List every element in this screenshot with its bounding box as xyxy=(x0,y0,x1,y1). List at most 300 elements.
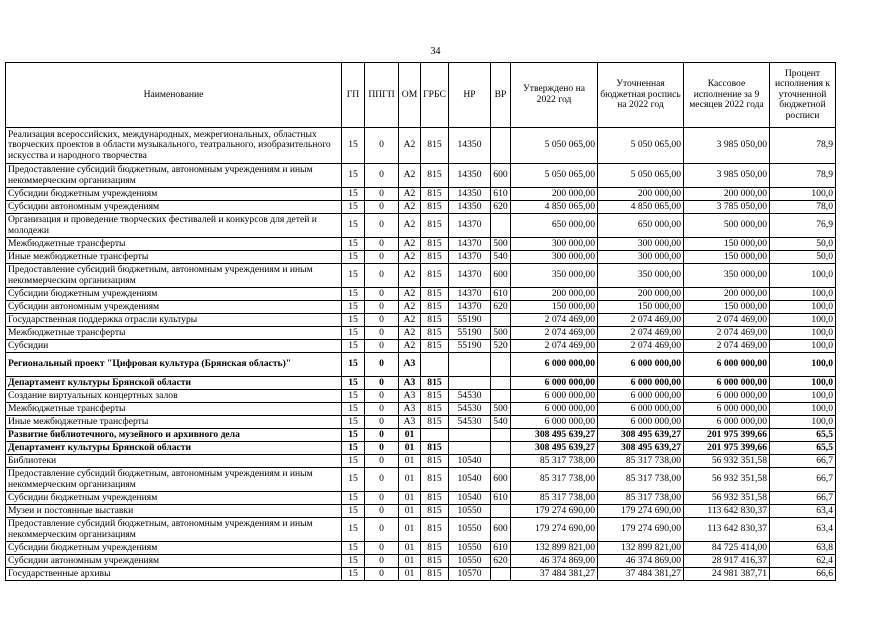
table-row xyxy=(6,353,836,377)
cell-gp: 15 xyxy=(342,238,365,251)
cell-ppgp: 0 xyxy=(365,214,399,238)
cell-name: Субсидии бюджетным учреждениям xyxy=(6,492,342,505)
cell-ppgp: 0 xyxy=(365,390,399,403)
cell-percent: 76,9 xyxy=(770,214,836,238)
table-row xyxy=(6,188,836,201)
cell-refined: 2 074 469,00 xyxy=(598,327,684,340)
cell-vr: 500 xyxy=(491,238,511,251)
table-row xyxy=(6,214,836,238)
cell-refined: 46 374 869,00 xyxy=(598,555,684,568)
cell-percent: 78,9 xyxy=(770,164,836,188)
cell-approved: 6 000 000,00 xyxy=(511,403,598,416)
cell-approved: 300 000,00 xyxy=(511,251,598,264)
cell-gp: 15 xyxy=(342,128,365,164)
cell-cash: 24 981 387,71 xyxy=(684,568,770,581)
cell-name: Организация и проведение творческих фестивалей и конкурсов для детей и молодежи xyxy=(6,214,342,238)
table-row xyxy=(6,264,836,288)
cell-gp: 15 xyxy=(342,264,365,288)
cell-percent: 100,0 xyxy=(770,264,836,288)
cell-percent: 50,0 xyxy=(770,251,836,264)
cell-approved: 200 000,00 xyxy=(511,288,598,301)
cell-om: А3 xyxy=(399,390,421,403)
cell-cash: 6 000 000,00 xyxy=(684,353,770,377)
cell-vr xyxy=(491,505,511,518)
cell-cash: 28 917 416,37 xyxy=(684,555,770,568)
cell-om: 01 xyxy=(399,442,421,455)
cell-nr: 10540 xyxy=(449,468,491,492)
cell-vr xyxy=(491,353,511,377)
cell-om: А2 xyxy=(399,214,421,238)
cell-percent: 65,5 xyxy=(770,442,836,455)
cell-cash: 200 000,00 xyxy=(684,288,770,301)
cell-ppgp: 0 xyxy=(365,188,399,201)
cell-gp: 15 xyxy=(342,403,365,416)
cell-ppgp: 0 xyxy=(365,128,399,164)
header-refined: Уточненная бюджетная роспись на 2022 год xyxy=(598,63,684,128)
cell-approved: 6 000 000,00 xyxy=(511,390,598,403)
cell-cash: 350 000,00 xyxy=(684,264,770,288)
cell-om: 01 xyxy=(399,429,421,442)
cell-cash: 6 000 000,00 xyxy=(684,390,770,403)
cell-refined: 132 899 821,00 xyxy=(598,542,684,555)
cell-grbs: 815 xyxy=(421,555,449,568)
table-row xyxy=(6,416,836,429)
cell-grbs: 815 xyxy=(421,377,449,390)
cell-gp: 15 xyxy=(342,314,365,327)
cell-grbs: 815 xyxy=(421,542,449,555)
cell-gp: 15 xyxy=(342,214,365,238)
cell-ppgp: 0 xyxy=(365,377,399,390)
table-body xyxy=(6,128,836,581)
cell-refined: 650 000,00 xyxy=(598,214,684,238)
cell-refined: 6 000 000,00 xyxy=(598,390,684,403)
cell-approved: 650 000,00 xyxy=(511,214,598,238)
cell-refined: 179 274 690,00 xyxy=(598,505,684,518)
cell-grbs: 815 xyxy=(421,416,449,429)
cell-cash: 2 074 469,00 xyxy=(684,340,770,353)
cell-name: Иные межбюджетные трансферты xyxy=(6,416,342,429)
cell-nr: 14370 xyxy=(449,301,491,314)
table-row xyxy=(6,390,836,403)
cell-grbs: 815 xyxy=(421,128,449,164)
table-row xyxy=(6,314,836,327)
cell-grbs xyxy=(421,429,449,442)
cell-grbs: 815 xyxy=(421,201,449,214)
cell-percent: 100,0 xyxy=(770,327,836,340)
cell-refined: 308 495 639,27 xyxy=(598,442,684,455)
cell-approved: 2 074 469,00 xyxy=(511,340,598,353)
cell-om: А2 xyxy=(399,264,421,288)
cell-nr: 14350 xyxy=(449,164,491,188)
cell-vr: 500 xyxy=(491,403,511,416)
cell-om: А2 xyxy=(399,188,421,201)
cell-approved: 85 317 738,00 xyxy=(511,455,598,468)
cell-om: А2 xyxy=(399,327,421,340)
cell-ppgp: 0 xyxy=(365,429,399,442)
cell-vr: 620 xyxy=(491,201,511,214)
cell-refined: 200 000,00 xyxy=(598,288,684,301)
cell-om: 01 xyxy=(399,492,421,505)
cell-name: Предоставление субсидий бюджетным, автономным учреждениям и иным некоммерческим организациям xyxy=(6,518,342,542)
header-vr: ВР xyxy=(491,63,511,128)
cell-name: Субсидии автономным учреждениям xyxy=(6,301,342,314)
cell-name: Развитие библиотечного, музейного и архивного дела xyxy=(6,429,342,442)
cell-nr xyxy=(449,429,491,442)
cell-percent: 66,7 xyxy=(770,468,836,492)
cell-gp: 15 xyxy=(342,468,365,492)
cell-name: Предоставление субсидий бюджетным, автономным учреждениям и иным некоммерческим организациям xyxy=(6,264,342,288)
cell-name: Региональный проект "Цифровая культура (Брянская область)" xyxy=(6,353,342,377)
cell-name: Субсидии бюджетным учреждениям xyxy=(6,188,342,201)
cell-approved: 179 274 690,00 xyxy=(511,518,598,542)
cell-nr: 54530 xyxy=(449,416,491,429)
cell-gp: 15 xyxy=(342,455,365,468)
cell-nr: 10540 xyxy=(449,455,491,468)
cell-grbs: 815 xyxy=(421,238,449,251)
cell-grbs xyxy=(421,353,449,377)
cell-nr: 14370 xyxy=(449,238,491,251)
cell-refined: 5 050 065,00 xyxy=(598,164,684,188)
cell-gp: 15 xyxy=(342,164,365,188)
cell-nr: 14370 xyxy=(449,251,491,264)
cell-name: Субсидии бюджетным учреждениям xyxy=(6,542,342,555)
cell-approved: 5 050 065,00 xyxy=(511,164,598,188)
cell-cash: 200 000,00 xyxy=(684,188,770,201)
cell-vr: 600 xyxy=(491,468,511,492)
cell-vr xyxy=(491,429,511,442)
cell-gp: 15 xyxy=(342,288,365,301)
cell-cash: 6 000 000,00 xyxy=(684,377,770,390)
cell-ppgp: 0 xyxy=(365,468,399,492)
cell-approved: 150 000,00 xyxy=(511,301,598,314)
cell-om: А2 xyxy=(399,301,421,314)
cell-cash: 3 985 050,00 xyxy=(684,164,770,188)
cell-grbs: 815 xyxy=(421,568,449,581)
cell-refined: 5 050 065,00 xyxy=(598,128,684,164)
cell-ppgp: 0 xyxy=(365,327,399,340)
cell-nr xyxy=(449,353,491,377)
cell-approved: 179 274 690,00 xyxy=(511,505,598,518)
cell-name: Межбюджетные трансферты xyxy=(6,327,342,340)
header-percent: Процент исполнения к уточненной бюджетной росписи xyxy=(770,63,836,128)
budget-table xyxy=(5,62,836,581)
cell-percent: 78,0 xyxy=(770,201,836,214)
cell-approved: 300 000,00 xyxy=(511,238,598,251)
cell-refined: 2 074 469,00 xyxy=(598,314,684,327)
cell-percent: 63,4 xyxy=(770,505,836,518)
cell-vr xyxy=(491,390,511,403)
table-header-row xyxy=(6,63,836,128)
cell-gp: 15 xyxy=(342,555,365,568)
cell-om: 01 xyxy=(399,468,421,492)
cell-ppgp: 0 xyxy=(365,455,399,468)
cell-nr: 54530 xyxy=(449,403,491,416)
cell-ppgp: 0 xyxy=(365,340,399,353)
cell-ppgp: 0 xyxy=(365,301,399,314)
cell-name: Департамент культуры Брянской области xyxy=(6,377,342,390)
cell-grbs: 815 xyxy=(421,403,449,416)
cell-om: А2 xyxy=(399,164,421,188)
cell-gp: 15 xyxy=(342,353,365,377)
cell-refined: 150 000,00 xyxy=(598,301,684,314)
cell-grbs: 815 xyxy=(421,505,449,518)
cell-cash: 113 642 830,37 xyxy=(684,505,770,518)
cell-gp: 15 xyxy=(342,251,365,264)
cell-gp: 15 xyxy=(342,301,365,314)
cell-ppgp: 0 xyxy=(365,518,399,542)
cell-nr: 14350 xyxy=(449,128,491,164)
cell-grbs: 815 xyxy=(421,301,449,314)
cell-nr: 14370 xyxy=(449,214,491,238)
cell-grbs: 815 xyxy=(421,442,449,455)
table-row xyxy=(6,128,836,164)
cell-cash: 84 725 414,00 xyxy=(684,542,770,555)
table-row xyxy=(6,327,836,340)
page-number: 34 xyxy=(430,46,441,57)
cell-ppgp: 0 xyxy=(365,353,399,377)
cell-name: Государственные архивы xyxy=(6,568,342,581)
cell-cash: 2 074 469,00 xyxy=(684,314,770,327)
cell-ppgp: 0 xyxy=(365,201,399,214)
cell-vr: 620 xyxy=(491,301,511,314)
header-cash: Кассовое исполнение за 9 месяцев 2022 года xyxy=(684,63,770,128)
cell-nr: 14370 xyxy=(449,288,491,301)
cell-refined: 6 000 000,00 xyxy=(598,353,684,377)
cell-gp: 15 xyxy=(342,429,365,442)
cell-name: Музеи и постоянные выставки xyxy=(6,505,342,518)
cell-gp: 15 xyxy=(342,416,365,429)
cell-name: Департамент культуры Брянской области xyxy=(6,442,342,455)
cell-refined: 350 000,00 xyxy=(598,264,684,288)
cell-grbs: 815 xyxy=(421,251,449,264)
cell-nr xyxy=(449,442,491,455)
cell-approved: 2 074 469,00 xyxy=(511,314,598,327)
header-name: Наименование xyxy=(6,63,342,128)
cell-percent: 50,0 xyxy=(770,238,836,251)
cell-name: Государственная поддержка отрасли культуры xyxy=(6,314,342,327)
cell-grbs: 815 xyxy=(421,264,449,288)
cell-gp: 15 xyxy=(342,377,365,390)
cell-ppgp: 0 xyxy=(365,238,399,251)
table-row xyxy=(6,505,836,518)
cell-om: 01 xyxy=(399,455,421,468)
cell-approved: 46 374 869,00 xyxy=(511,555,598,568)
cell-refined: 4 850 065,00 xyxy=(598,201,684,214)
cell-refined: 37 484 381,27 xyxy=(598,568,684,581)
cell-ppgp: 0 xyxy=(365,403,399,416)
cell-gp: 15 xyxy=(342,442,365,455)
cell-grbs: 815 xyxy=(421,188,449,201)
cell-nr: 10570 xyxy=(449,568,491,581)
cell-nr: 55190 xyxy=(449,340,491,353)
cell-percent: 100,0 xyxy=(770,377,836,390)
cell-gp: 15 xyxy=(342,568,365,581)
cell-approved: 4 850 065,00 xyxy=(511,201,598,214)
cell-nr: 14370 xyxy=(449,264,491,288)
cell-nr: 14350 xyxy=(449,188,491,201)
cell-refined: 179 274 690,00 xyxy=(598,518,684,542)
cell-approved: 6 000 000,00 xyxy=(511,416,598,429)
cell-om: 01 xyxy=(399,518,421,542)
table-row xyxy=(6,403,836,416)
cell-vr xyxy=(491,214,511,238)
cell-vr xyxy=(491,128,511,164)
cell-ppgp: 0 xyxy=(365,251,399,264)
cell-gp: 15 xyxy=(342,518,365,542)
cell-vr xyxy=(491,568,511,581)
cell-name: Межбюджетные трансферты xyxy=(6,403,342,416)
cell-refined: 200 000,00 xyxy=(598,188,684,201)
cell-vr: 540 xyxy=(491,251,511,264)
cell-percent: 62,4 xyxy=(770,555,836,568)
cell-vr: 600 xyxy=(491,164,511,188)
cell-vr: 610 xyxy=(491,288,511,301)
cell-percent: 100,0 xyxy=(770,390,836,403)
table-row xyxy=(6,442,836,455)
cell-approved: 37 484 381,27 xyxy=(511,568,598,581)
cell-percent: 100,0 xyxy=(770,416,836,429)
table-row xyxy=(6,251,836,264)
cell-percent: 63,8 xyxy=(770,542,836,555)
table-row xyxy=(6,301,836,314)
cell-ppgp: 0 xyxy=(365,314,399,327)
cell-om: 01 xyxy=(399,555,421,568)
cell-nr: 10540 xyxy=(449,492,491,505)
cell-vr xyxy=(491,455,511,468)
cell-cash: 3 785 050,00 xyxy=(684,201,770,214)
cell-cash: 56 932 351,58 xyxy=(684,468,770,492)
table-row xyxy=(6,518,836,542)
cell-percent: 100,0 xyxy=(770,301,836,314)
cell-vr: 620 xyxy=(491,555,511,568)
cell-approved: 85 317 738,00 xyxy=(511,468,598,492)
cell-name: Библиотеки xyxy=(6,455,342,468)
cell-cash: 500 000,00 xyxy=(684,214,770,238)
cell-nr: 14350 xyxy=(449,201,491,214)
cell-cash: 56 932 351,58 xyxy=(684,492,770,505)
cell-ppgp: 0 xyxy=(365,288,399,301)
cell-approved: 6 000 000,00 xyxy=(511,353,598,377)
cell-vr: 610 xyxy=(491,492,511,505)
cell-name: Предоставление субсидий бюджетным, автономным учреждениям и иным некоммерческим организациям xyxy=(6,164,342,188)
cell-name: Межбюджетные трансферты xyxy=(6,238,342,251)
cell-om: А2 xyxy=(399,288,421,301)
table-row xyxy=(6,238,836,251)
cell-gp: 15 xyxy=(342,340,365,353)
cell-ppgp: 0 xyxy=(365,264,399,288)
table-row xyxy=(6,340,836,353)
cell-name: Реализация всероссийских, международных, межрегиональных, областных творческих проектов в области музыкального, театрального, изобразительного искусства и народного творчества xyxy=(6,128,342,164)
cell-vr xyxy=(491,314,511,327)
cell-om: А2 xyxy=(399,128,421,164)
cell-vr xyxy=(491,442,511,455)
cell-cash: 2 074 469,00 xyxy=(684,327,770,340)
cell-cash: 113 642 830,37 xyxy=(684,518,770,542)
cell-name: Иные межбюджетные трансферты xyxy=(6,251,342,264)
cell-refined: 6 000 000,00 xyxy=(598,416,684,429)
cell-om: 01 xyxy=(399,542,421,555)
cell-vr xyxy=(491,377,511,390)
cell-grbs: 815 xyxy=(421,288,449,301)
cell-nr: 10550 xyxy=(449,505,491,518)
cell-ppgp: 0 xyxy=(365,542,399,555)
cell-grbs: 815 xyxy=(421,314,449,327)
header-ppgp: ППГП xyxy=(365,63,399,128)
cell-refined: 85 317 738,00 xyxy=(598,455,684,468)
cell-cash: 150 000,00 xyxy=(684,301,770,314)
cell-refined: 6 000 000,00 xyxy=(598,403,684,416)
cell-approved: 6 000 000,00 xyxy=(511,377,598,390)
table-row xyxy=(6,555,836,568)
cell-om: А3 xyxy=(399,353,421,377)
cell-name: Создание виртуальных концертных залов xyxy=(6,390,342,403)
table-row xyxy=(6,377,836,390)
cell-name: Субсидии бюджетным учреждениям xyxy=(6,288,342,301)
cell-ppgp: 0 xyxy=(365,492,399,505)
cell-grbs: 815 xyxy=(421,214,449,238)
cell-gp: 15 xyxy=(342,390,365,403)
cell-nr: 10550 xyxy=(449,555,491,568)
cell-refined: 85 317 738,00 xyxy=(598,492,684,505)
cell-nr xyxy=(449,377,491,390)
cell-percent: 100,0 xyxy=(770,288,836,301)
cell-percent: 100,0 xyxy=(770,188,836,201)
cell-gp: 15 xyxy=(342,542,365,555)
table-row xyxy=(6,468,836,492)
table-row xyxy=(6,492,836,505)
cell-vr: 600 xyxy=(491,518,511,542)
cell-om: 01 xyxy=(399,505,421,518)
cell-om: А2 xyxy=(399,340,421,353)
cell-name: Субсидии автономным учреждениям xyxy=(6,555,342,568)
cell-ppgp: 0 xyxy=(365,416,399,429)
cell-grbs: 815 xyxy=(421,468,449,492)
cell-vr: 500 xyxy=(491,327,511,340)
cell-refined: 85 317 738,00 xyxy=(598,468,684,492)
cell-gp: 15 xyxy=(342,327,365,340)
cell-grbs: 815 xyxy=(421,492,449,505)
cell-om: А2 xyxy=(399,201,421,214)
cell-vr: 540 xyxy=(491,416,511,429)
header-om: ОМ xyxy=(399,63,421,128)
cell-nr: 55190 xyxy=(449,314,491,327)
table-row xyxy=(6,288,836,301)
cell-grbs: 815 xyxy=(421,164,449,188)
cell-percent: 100,0 xyxy=(770,353,836,377)
cell-cash: 6 000 000,00 xyxy=(684,416,770,429)
table-row xyxy=(6,455,836,468)
cell-percent: 100,0 xyxy=(770,314,836,327)
cell-grbs: 815 xyxy=(421,390,449,403)
cell-percent: 63,4 xyxy=(770,518,836,542)
cell-cash: 56 932 351,58 xyxy=(684,455,770,468)
cell-name: Субсидии автономным учреждениям xyxy=(6,201,342,214)
table-row xyxy=(6,542,836,555)
cell-cash: 3 985 050,00 xyxy=(684,128,770,164)
header-approved: Утверждено на 2022 год xyxy=(511,63,598,128)
cell-cash: 150 000,00 xyxy=(684,251,770,264)
cell-vr: 600 xyxy=(491,264,511,288)
cell-approved: 5 050 065,00 xyxy=(511,128,598,164)
cell-approved: 200 000,00 xyxy=(511,188,598,201)
cell-approved: 2 074 469,00 xyxy=(511,327,598,340)
cell-gp: 15 xyxy=(342,188,365,201)
cell-nr: 10550 xyxy=(449,542,491,555)
cell-om: А3 xyxy=(399,416,421,429)
cell-percent: 66,6 xyxy=(770,568,836,581)
cell-approved: 132 899 821,00 xyxy=(511,542,598,555)
table-row xyxy=(6,201,836,214)
